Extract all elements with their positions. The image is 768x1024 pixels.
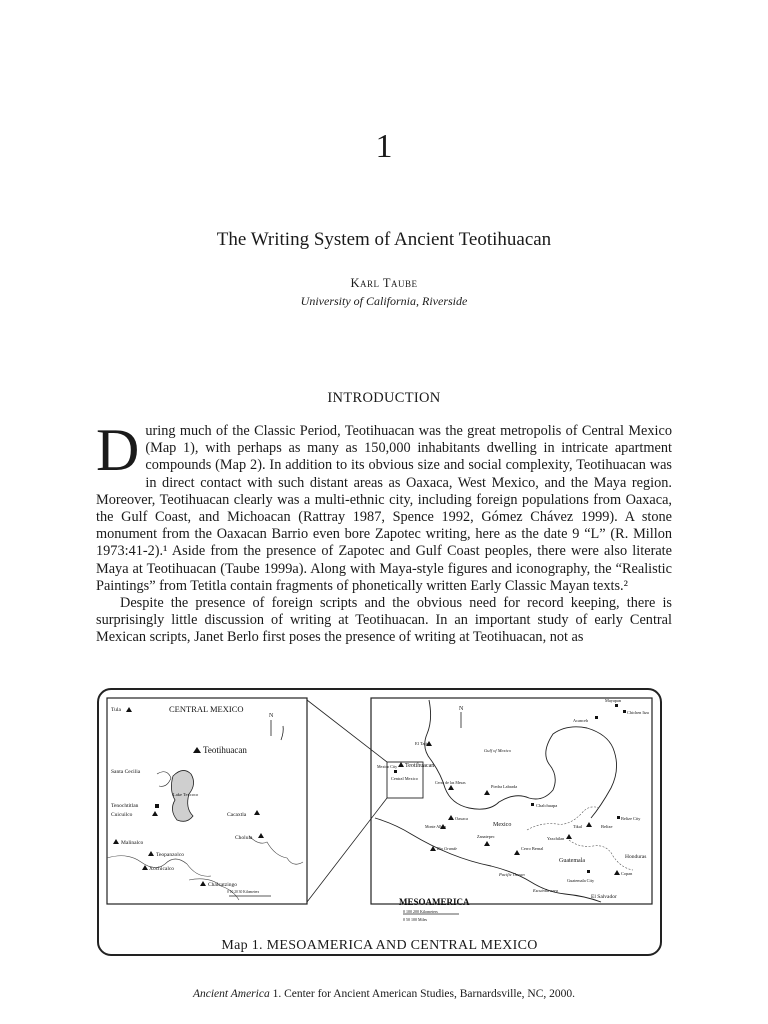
- section-heading: INTRODUCTION: [327, 390, 441, 406]
- central-mexico-title: CENTRAL MEXICO: [169, 704, 244, 714]
- label-tikal: Tikal: [573, 824, 582, 829]
- right-scale-mi: 0 50 100 Miles: [403, 917, 428, 922]
- label-el-salvador: El Salvador: [591, 894, 617, 900]
- label-piedra-labrada: Piedra Labrada: [491, 784, 518, 789]
- paragraph-1-text: uring much of the Classic Period, Teotihuacan was the great metropolis of Central Mexico (Map 1), with perhaps as many as 150,000 inhabitants dwelling in intricate apartment compounds (Map 2). In addition to its obvious size and social complexity, Teotihuacan was in direct contact with such distant areas as Oaxaca, West Mexico, and the Maya region. Moreover, Teotihuacan clearly was a multi-ethnic city, including foreign populations from Oaxaca, the Gulf Coast, and Michoacan (Rattray 1987, Spence 1992, Gómez Chávez 1999). A stone monument from the Oaxacan Barrio even bore Zapotec writing, here as the date 9 “L” (R. Millon 1973:41-2).¹ Aside from the presence of Zapotec and Gulf Coast peoples, there were also literate Maya at Teotihuacan (Taube 1999a). Along with Maya-style figures and iconography, the “Realistic Paintings” from Tetitla contain fragments of phonetically written Early Classic Mayan texts.²: [96, 423, 672, 594]
- left-north-label: N: [269, 713, 274, 719]
- label-copan: Copan: [621, 871, 633, 876]
- label-lake-texcoco: Lake Texcoco: [173, 792, 199, 797]
- body-text: [96, 417, 672, 647]
- label-chalcatzingo: Chalcatzingo: [208, 882, 238, 888]
- footer-citation: 1. Center for Ancient American Studies, Barnardsville, NC, 2000.: [269, 988, 576, 1000]
- label-chichen-itza: Chichen Itza: [627, 710, 649, 715]
- inset-connector-top: [307, 700, 387, 762]
- right-north-label: N: [459, 706, 464, 712]
- left-scale: 0 10 20 30 Kilometers: [227, 890, 260, 894]
- label-belize-city: Belize City: [621, 816, 641, 821]
- label-gulf-of-mexico: Gulf of Mexico: [484, 748, 511, 753]
- label-cuicuilco: Cuicuilco: [111, 812, 133, 818]
- label-cerro-de-las-mesas: Cerro de las Mesas: [435, 780, 466, 785]
- label-belize: Belize: [601, 824, 613, 829]
- label-teotihuacan-left: Teotihuacan: [203, 745, 247, 755]
- label-tula: Tula: [111, 707, 121, 713]
- label-xochicalco: Xochicalco: [149, 866, 175, 872]
- inset-connector-bottom: [307, 798, 387, 902]
- label-santa-cecilia: Santa Cecilia: [111, 769, 141, 775]
- drop-cap: D: [96, 417, 140, 483]
- page-footer: [0, 988, 768, 1000]
- label-zanatepec: Zanatepec: [477, 834, 495, 839]
- label-oaxaca: Oaxaca: [455, 816, 468, 821]
- chapter-title: The Writing System of Ancient Teotihuacan: [216, 229, 552, 250]
- label-cholula: Cholula: [235, 835, 253, 841]
- label-acanceh: Acanceh: [573, 718, 589, 723]
- label-mexico-city: Mexico City: [377, 764, 398, 769]
- label-pacific-ocean: Pacific Ocean: [499, 872, 525, 877]
- label-honduras: Honduras: [625, 854, 647, 860]
- map-figure: [97, 688, 662, 956]
- mesoamerica-title: MESOAMERICA: [399, 897, 470, 907]
- mesoamerica-panel: [371, 698, 652, 922]
- label-teotihuacan-right: Teotihuacan: [405, 763, 435, 769]
- label-el-tajin: El Tajin: [415, 741, 430, 746]
- chapter-number: 1: [375, 128, 393, 165]
- label-rio-grande: Rio Grande: [437, 846, 458, 851]
- label-cerro-bernal: Cerro Bernal: [521, 846, 544, 851]
- label-monte-alban: Monte Alban: [425, 824, 446, 829]
- label-malinalco: Malinalco: [121, 840, 144, 846]
- author-affiliation: University of California, Riverside: [300, 294, 468, 308]
- label-guatemala-city: Guatemala City: [567, 878, 595, 883]
- author-name: Karl Taube: [350, 276, 418, 290]
- label-tenochtitlan: Tenochtitlan: [111, 803, 139, 809]
- right-scale-km: 0 100 200 Kilometers: [403, 909, 438, 914]
- label-cacaxtla: Cacaxtla: [227, 812, 247, 818]
- label-mexico: Mexico: [493, 822, 512, 828]
- footer-journal: Ancient America: [192, 988, 270, 1000]
- label-escuintla-area: Escuintla area: [533, 888, 559, 893]
- paragraph-1: [96, 417, 672, 595]
- label-yaxchilan: Yaxchilan: [547, 836, 565, 841]
- label-chalchuapa: Chalchuapa: [536, 803, 558, 808]
- map-svg: [99, 690, 660, 954]
- label-central-mexico-inset: Central Mexico: [391, 776, 418, 781]
- paragraph-2: Despite the presence of foreign scripts and the obvious need for record keeping, there is surprisingly little discussion of writing at Teotihuacan. In an important study of early Central Mexican scripts, Janet Berlo first poses the presence of writing at Teotihuacan, not as: [96, 595, 672, 646]
- label-teopanzolco: Teopanzolco: [156, 852, 185, 858]
- label-mayapan: Mayapan: [605, 698, 621, 703]
- map-caption: Map 1. MESOAMERICA AND CENTRAL MEXICO: [221, 938, 538, 953]
- central-mexico-panel: [107, 698, 307, 904]
- label-guatemala: Guatemala: [559, 858, 585, 864]
